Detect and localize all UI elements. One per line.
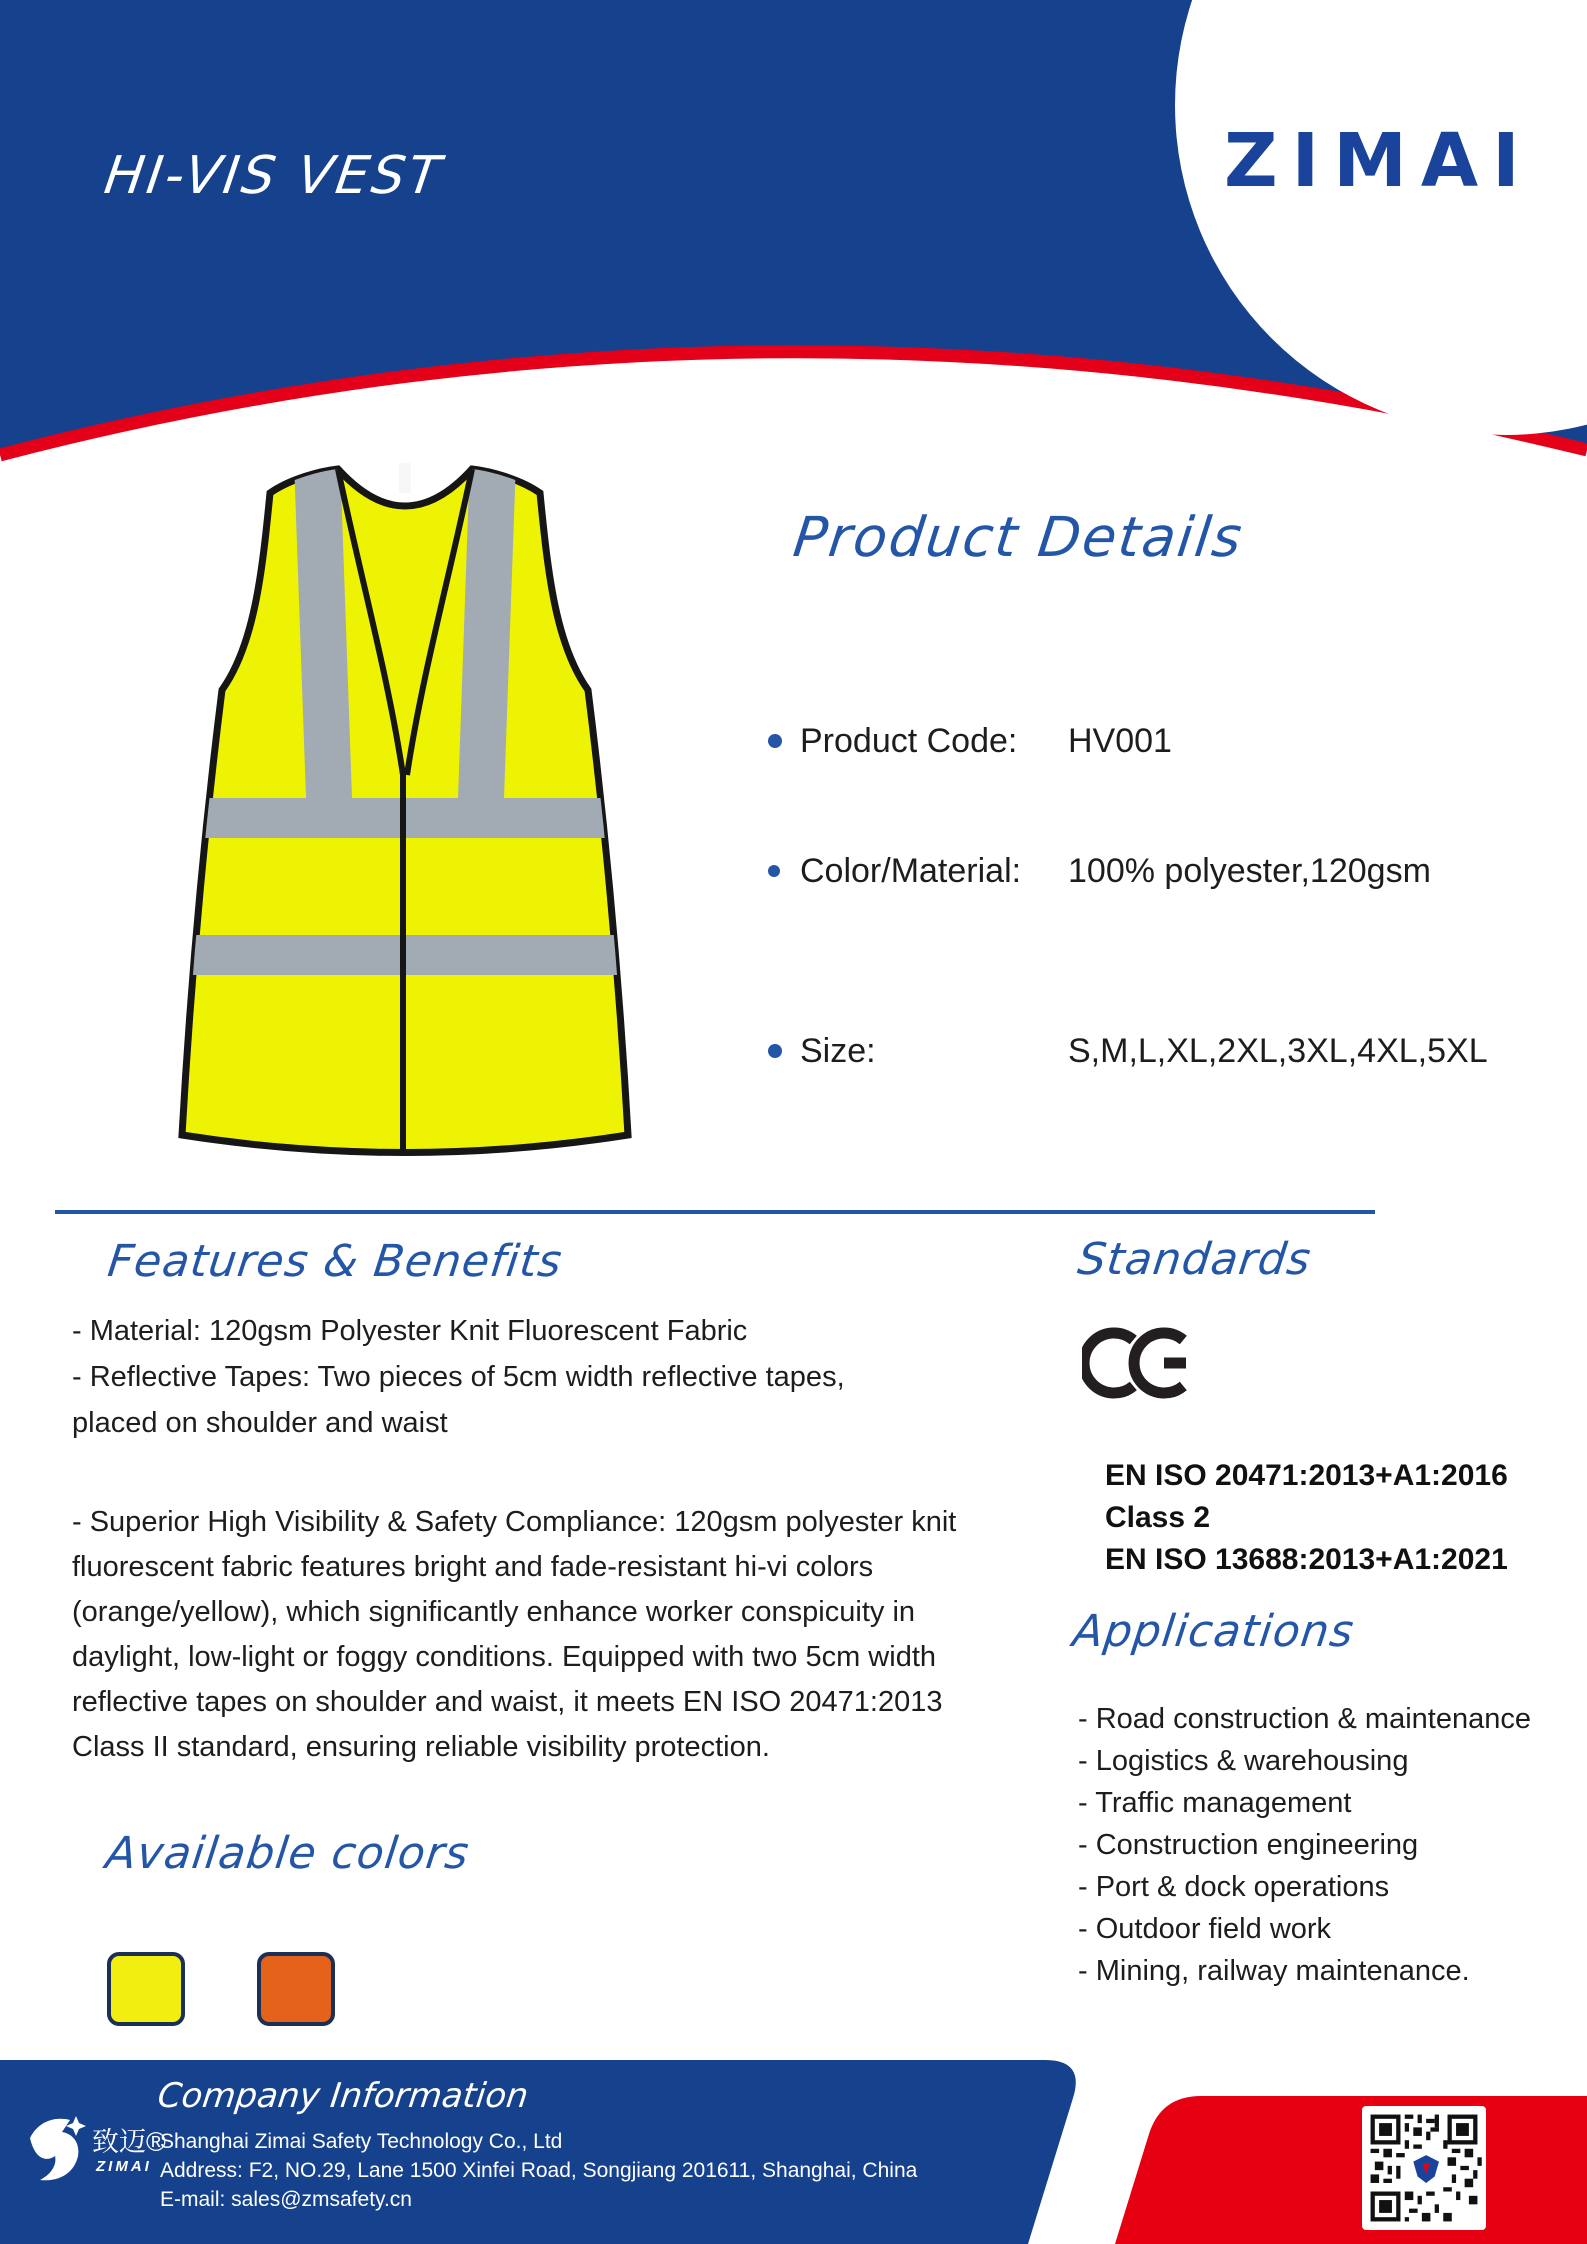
- qr-code-pattern: [1362, 2106, 1486, 2230]
- footer-logo-text-cn: 致迈®: [92, 2127, 166, 2157]
- section-divider: [55, 1210, 1375, 1214]
- footer-logo-text-en: ZIMAI: [96, 2158, 152, 2175]
- feature-item: - Material: 120gsm Polyester Knit Fluorescent Fabric: [72, 1315, 748, 1347]
- footer-zimai-logo-icon: [24, 2112, 92, 2186]
- bullet-icon: [768, 865, 780, 877]
- footer-email: E-mail: sales@zmsafety.cn: [160, 2188, 412, 2211]
- applications-heading: Applications: [1070, 1606, 1358, 1657]
- application-item: - Port & dock operations: [1078, 1871, 1390, 1903]
- color-swatch-orange: [257, 1952, 335, 2026]
- bullet-icon: [768, 734, 782, 748]
- size-label: Size:: [800, 1032, 876, 1070]
- product-code-label: Product Code:: [800, 722, 1018, 760]
- qr-code: [1362, 2106, 1486, 2230]
- features-paragraph: - Superior High Visibility & Safety Compliance: 120gsm polyester knit fluorescent fabric features bright and fade-resistant hi-vi colors (orange/yellow), which significantly enhance worker conspicuity in daylight, low-light or foggy conditions. Equipped with two 5cm width reflective tapes on shoulder and waist, it meets EN ISO 20471:2013 Class II standard, ensuring reliable visibility protection.: [72, 1506, 957, 1763]
- feature-item: - Reflective Tapes: Two pieces of 5cm width reflective tapes, placed on shoulder and waist: [72, 1361, 845, 1439]
- page-title: HI-VIS VEST: [100, 146, 447, 206]
- bullet-icon: [768, 1044, 782, 1058]
- application-item: - Road construction & maintenance: [1078, 1703, 1531, 1735]
- footer-red-block: [1115, 2096, 1587, 2244]
- company-information-heading: Company Information: [155, 2076, 531, 2116]
- footer-company-name: Shanghai Zimai Safety Technology Co., Ltd: [160, 2130, 563, 2153]
- product-row-material: [800, 852, 1431, 891]
- applications-list: [1078, 1698, 1531, 1992]
- brand-logotype: ZIMAI: [1224, 118, 1534, 204]
- ce-mark-icon: [1082, 1318, 1202, 1408]
- footer-address: Address: F2, NO.29, Lane 1500 Xinfei Road, Songjiang 201611, Shanghai, China: [160, 2159, 918, 2182]
- size-value: S,M,L,XL,2XL,3XL,4XL,5XL: [1068, 1032, 1488, 1070]
- available-colors-heading: Available colors: [103, 1828, 473, 1879]
- application-item: - Outdoor field work: [1078, 1913, 1332, 1945]
- standard-line: EN ISO 13688:2013+A1:2021: [1105, 1543, 1508, 1576]
- standard-line: EN ISO 20471:2013+A1:2016: [1105, 1459, 1508, 1492]
- vest-hanger-tab: [399, 463, 411, 493]
- features-list: [72, 1308, 892, 1446]
- application-item: - Traffic management: [1078, 1787, 1352, 1819]
- product-details-heading: Product Details: [790, 505, 1248, 569]
- application-item: - Logistics & warehousing: [1078, 1745, 1409, 1777]
- product-row-code: [800, 722, 1172, 761]
- application-item: - Mining, railway maintenance.: [1078, 1955, 1470, 1987]
- standards-list: [1105, 1455, 1508, 1581]
- product-photo-vest: [120, 455, 690, 1170]
- features-heading: Features & Benefits: [105, 1236, 566, 1287]
- application-item: - Construction engineering: [1078, 1829, 1419, 1861]
- product-code-value: HV001: [1068, 722, 1172, 760]
- color-swatch-yellow: [107, 1952, 185, 2026]
- standards-heading: Standards: [1075, 1234, 1315, 1285]
- standard-line: Class 2: [1105, 1501, 1211, 1534]
- material-label: Color/Material:: [800, 852, 1022, 890]
- product-row-size: [800, 1032, 1488, 1071]
- material-value: 100% polyester,120gsm: [1068, 852, 1431, 890]
